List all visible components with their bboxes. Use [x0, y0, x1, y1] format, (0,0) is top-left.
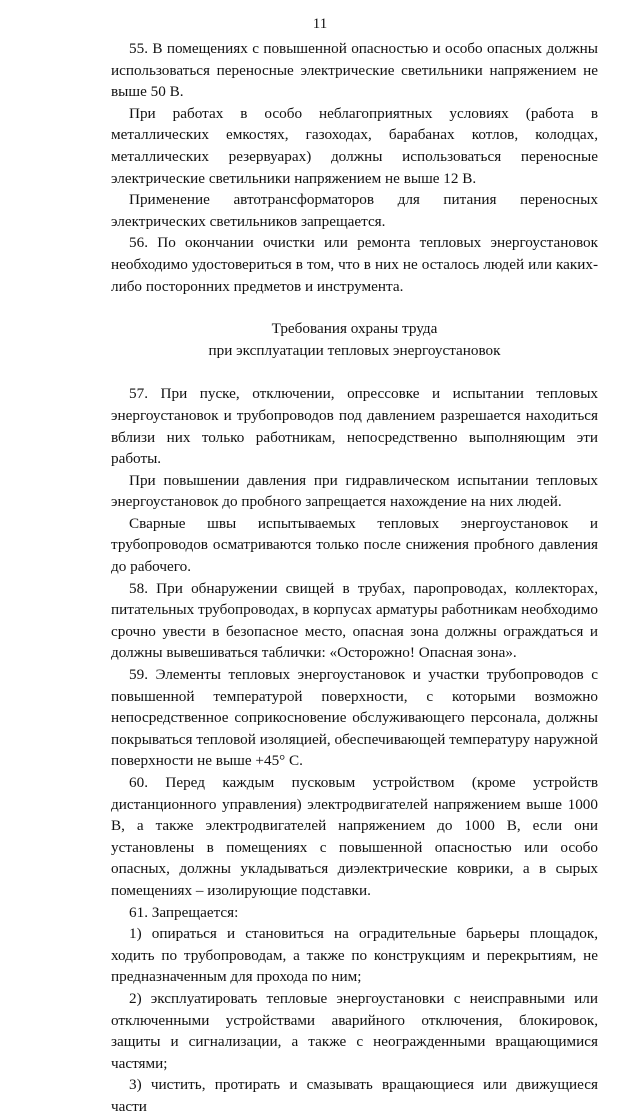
paragraph-55: 55. В помещениях с повышенной опасностью и особо опасных должны использоваться переносные электрические светильники напряжением не выше 50 В. [111, 40, 598, 101]
list-item-1: 1) опираться и становиться на оградительные барьеры площадок, ходить по трубопроводам, а также по конструкциям и перекрытиям, не предназначенным для прохода по ним; [111, 925, 598, 986]
page-number: 11 [312, 16, 328, 32]
paragraph-57: 57. При пуске, отключении, опрессовке и испытании тепловых энергоустановок и трубопроводов под давлением разрешается находиться вблизи них только работникам, непосредственно выполняющим эти работы. [111, 385, 598, 468]
section-title-line-1: Требования охраны труда [271, 320, 438, 338]
list-item-3: 3) чистить, протирать и смазывать вращающиеся или движущиеся части [111, 1076, 598, 1115]
paragraph-autotransformers: Применение автотрансформаторов для питания переносных электрических светильников запрещается. [111, 191, 598, 230]
paragraph-59: 59. Элементы тепловых энергоустановок и участки трубопроводов с повышенной температурой поверхности, с которыми возможно непосредственное соприкосновение обслуживающего персонала, должны покрываться тепловой изоляцией, обеспечивающей температуру наружной поверхности не выше +45° С. [111, 666, 598, 770]
paragraph-60: 60. Перед каждым пусковым устройством (кроме устройств дистанционного управления) электродвигателей напряжением выше 1000 В, а также электродвигателей напряжением до 1000 В, если они установлены в помещениях с повышенной опасностью или особо опасных, должны укладываться диэлектрические коврики, а в сырых помещениях – изолирующие подставки. [111, 774, 598, 899]
paragraph-welds: Сварные швы испытываемых тепловых энергоустановок и трубопроводов осматриваются только после снижения пробного давления до рабочего. [111, 514, 598, 576]
document-body [111, 38, 598, 1118]
paragraph-61: 61. Запрещается: [129, 903, 239, 921]
paragraph-56: 56. По окончании очистки или ремонта тепловых энергоустановок необходимо удостовериться в том, что в них не осталось людей или каких-либо посторонних предметов и инструмента. [111, 234, 598, 295]
paragraph-hydraulic-test: При повышении давления при гидравлическом испытании тепловых энергоустановок до пробного запрещается нахождение на них людей. [111, 471, 598, 511]
paragraph-lamps-12v: При работах в особо неблагоприятных условиях (работа в металлических емкостях, газоходах, барабанах котлов, колодцах, металлических резервуарах) должны использоваться переносные электрические светильники напряжением не выше 12 В. [111, 104, 598, 187]
paragraph-58: 58. При обнаружении свищей в трубах, паропроводах, коллекторах, питательных трубопроводах, в корпусах арматуры работникам необходимо срочно увести в безопасное место, опасная зона должны ограждаться и должны вывешиваться таблички: «Осторожно! Опасная зона». [111, 579, 598, 662]
section-title-line-2: при эксплуатации тепловых энергоустановок [208, 341, 501, 359]
list-item-2: 2) эксплуатировать тепловые энергоустановки с неисправными или отключенными устройствами аварийного отключения, блокировок, защиты и сигнализации, а также с неогражденными вращающимися частями; [111, 989, 598, 1072]
